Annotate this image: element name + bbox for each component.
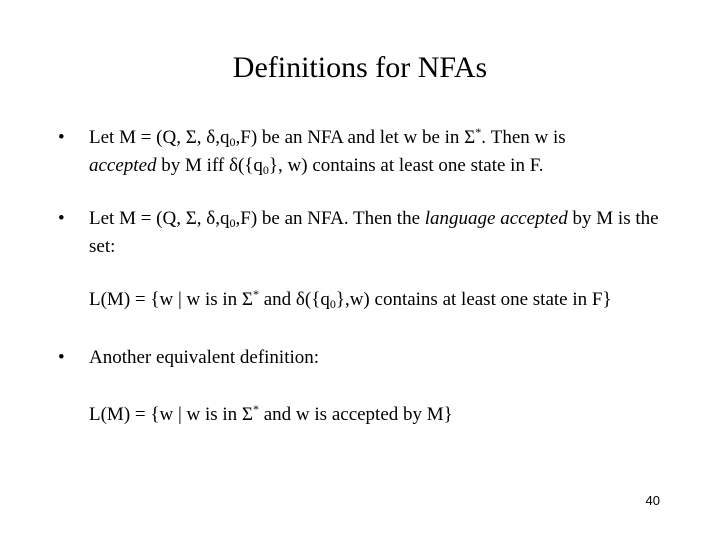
bullet-language-definition	[58, 205, 678, 261]
bullet-marker: •	[58, 127, 65, 148]
bullet-text: Let M = (Q, Σ, $\delta,q_0,F$) be an NFA and let w be in Σ*. Then w is accepted by M iff $\delta(\{q_0\}$, w) contains at least one state in F.	[89, 125, 566, 177]
bullet-equivalent-definition	[58, 344, 678, 372]
bullet-text: Let M = (Q, Σ, $\delta,q_0,F$) be an NFA. Then the language accepted by M is the set:	[89, 208, 659, 257]
page-number: 40	[645, 493, 660, 508]
slide-title: Definitions for NFAs	[232, 51, 488, 84]
equivalent-formula: L(M) = {w | w is in Σ* and w is accepted by M}	[89, 402, 453, 425]
bullet-text: Another equivalent definition:	[89, 347, 320, 368]
language-formula: L(M) = {w | w is in Σ* and $\delta(\{q_0\},w)$ contains at least one state in F}	[89, 287, 612, 311]
bullet-marker: •	[58, 208, 65, 229]
bullet-marker: •	[58, 347, 65, 368]
bullet-accepted-definition	[58, 124, 678, 180]
